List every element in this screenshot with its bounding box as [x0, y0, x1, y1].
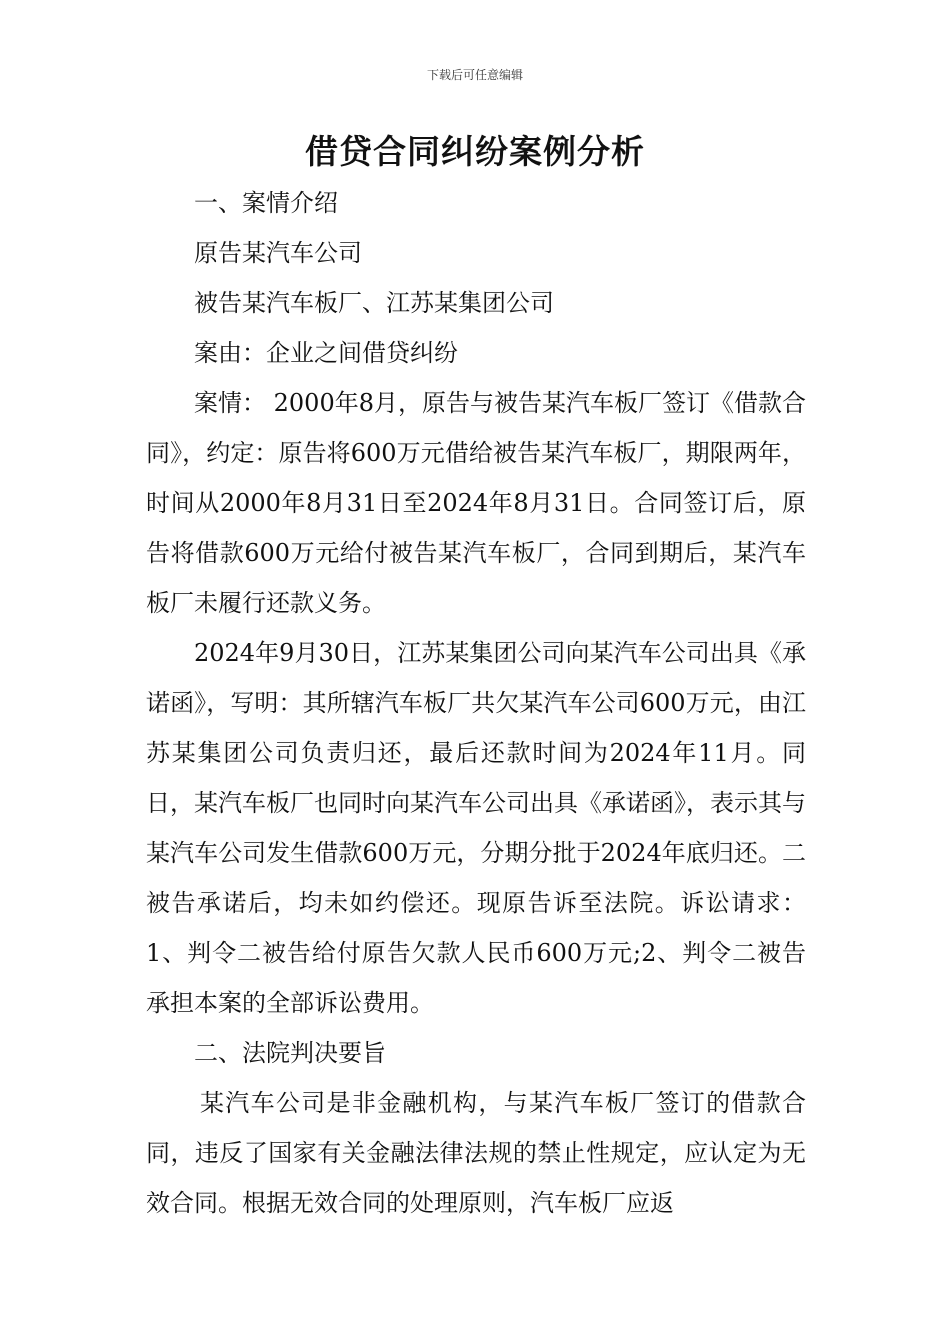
page-header: 下载后可任意编辑: [426, 68, 523, 82]
ruling-paragraph-1: 某汽车公司是非金融机构，与某汽车板厂签订的借款合同，违反了国家有关金融法律法规的禁止性规定，应认定为无效合同。根据无效合同的处理原则，汽车板厂应返: [146, 1089, 806, 1217]
case-facts-paragraph-1: 案情： 2000年8月，原告与被告某汽车板厂签订《借款合同》，约定：原告将600万元借给被告某汽车板厂，期限两年，时间从2000年8月31日至2024年8月31日。合同签订后，原告将借款600万元给付被告某汽车板厂，合同到期后，某汽车板厂未履行还款义务。: [146, 389, 806, 617]
defendants-line: 被告某汽车板厂、江苏某集团公司: [194, 289, 554, 317]
section-heading-case-intro: 一、案情介绍: [194, 189, 338, 217]
section-heading-ruling: 二、法院判决要旨: [194, 1039, 386, 1067]
document-body: [146, 178, 806, 1228]
plaintiff-line: 原告某汽车公司: [194, 239, 362, 267]
case-facts-paragraph-2: 2024年9月30日，江苏某集团公司向某汽车公司出具《承诺函》，写明：其所辖汽车板厂共欠某汽车公司600万元，由江苏某集团公司负责归还，最后还款时间为2024年11月。同日，某汽车板厂也同时向某汽车公司出具《承诺函》，表示其与某汽车公司发生借款600万元，分期分批于2024年底归还。二被告承诺后，均未如约偿还。现原告诉至法院。诉讼请求：1、判令二被告给付原告欠款人民币600万元;2、判令二被告承担本案的全部诉讼费用。: [146, 639, 806, 1017]
document-title: 借贷合同纠纷案例分析: [305, 132, 645, 171]
cause-line: 案由：企业之间借贷纠纷: [194, 339, 458, 367]
